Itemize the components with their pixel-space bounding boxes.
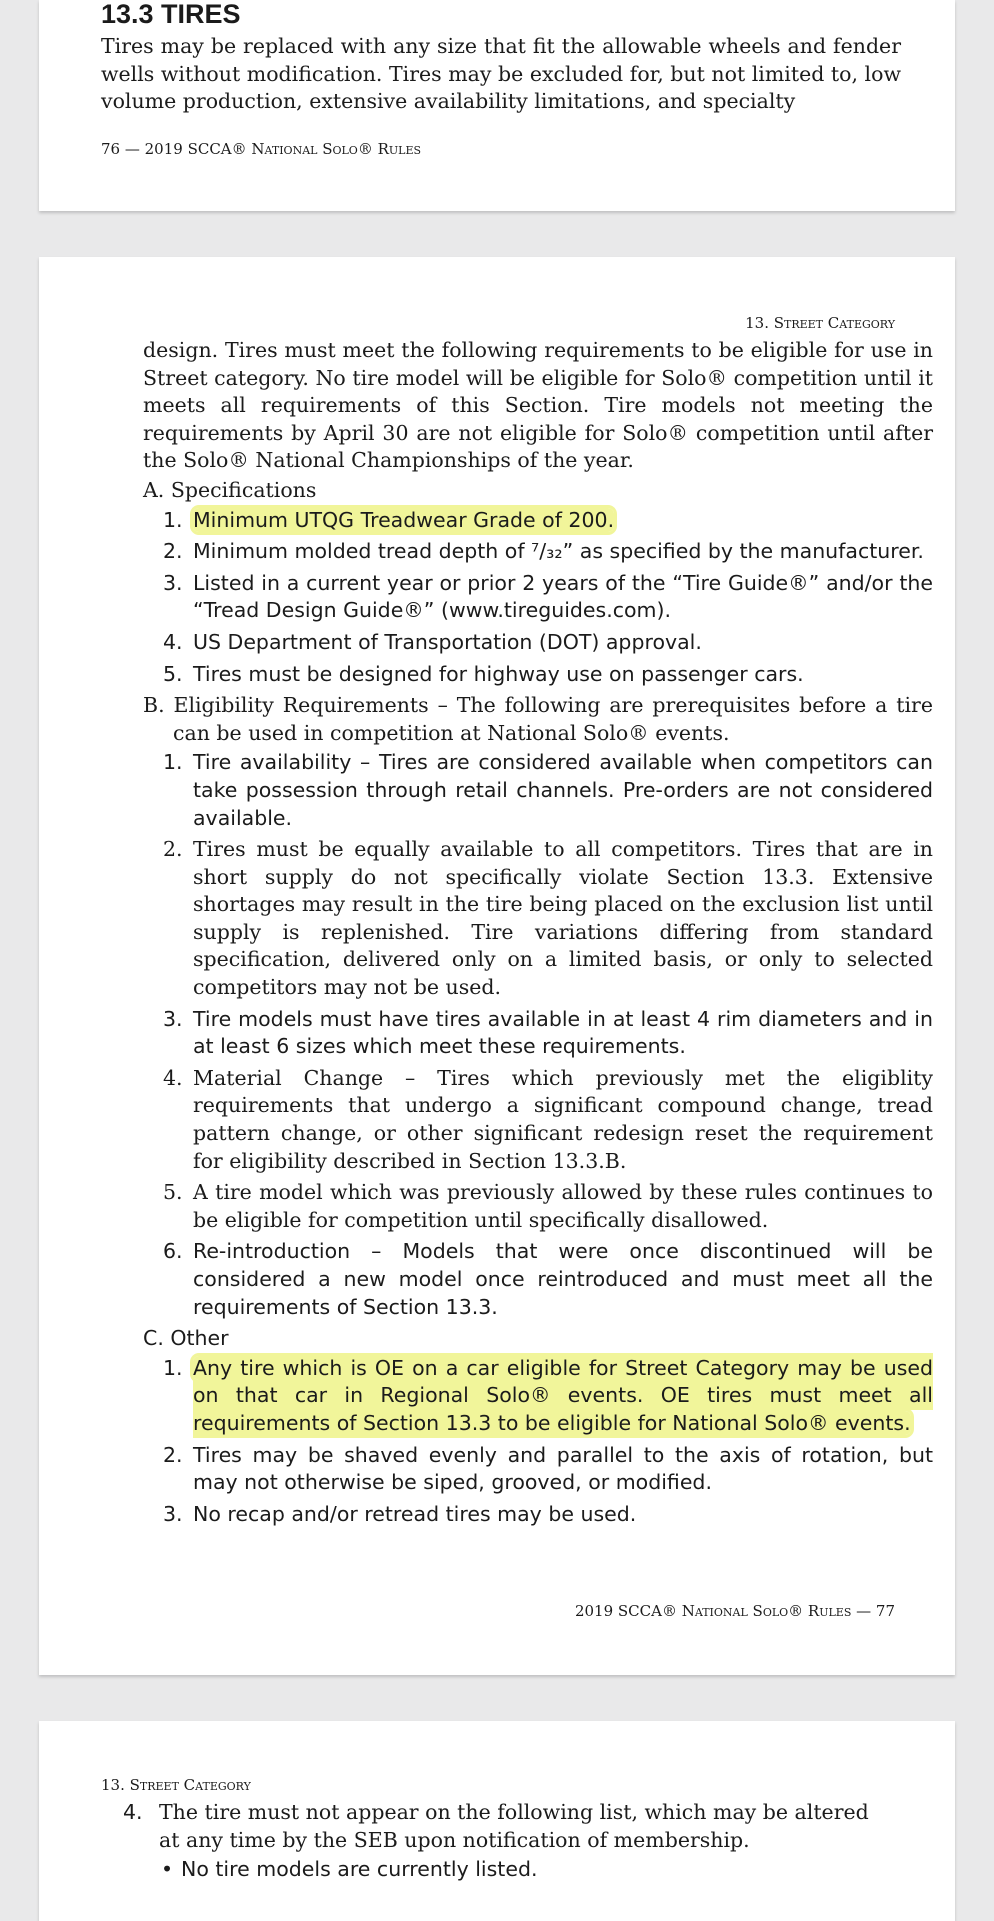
item-number: 5. <box>163 661 183 686</box>
item-number: 2. <box>163 1442 183 1467</box>
item-text: The tire must not appear on the following list, which may be altered at any time by the SEB upon notification of membership. <box>159 1800 869 1852</box>
item-text: Tire models must have tires available in at least 4 rim diameters and in at least 6 sizes which meet these requirements. <box>193 1006 933 1059</box>
section-a-list <box>143 507 933 689</box>
item-number: 6. <box>163 1239 183 1264</box>
list-item <box>143 1501 933 1529</box>
list-item <box>123 1799 893 1854</box>
list-item <box>143 836 933 1002</box>
list-item <box>143 661 933 689</box>
bullet-icon: • <box>161 1857 174 1882</box>
item-text: A tire model which was previously allowed by these rules continues to be eligible for competition until specifically disallowed. <box>193 1180 933 1232</box>
list-item <box>143 1179 933 1234</box>
item-text: No recap and/or retread tires may be used. <box>193 1501 637 1526</box>
section-a-label: A. Specifications <box>143 477 317 502</box>
list-item <box>143 749 933 832</box>
list-item <box>143 507 933 535</box>
list-item <box>143 1442 933 1497</box>
section-heading: 13.3 TIRES <box>101 0 241 29</box>
list-item <box>143 570 933 625</box>
bullet-item <box>123 1856 893 1884</box>
item-number: 5. <box>163 1180 183 1205</box>
page-body <box>123 1799 893 1884</box>
page-78 <box>39 1721 955 1921</box>
item-text: Tires may be shaved evenly and parallel to the axis of rotation, but may not otherwise be siped, grooved, or modified. <box>193 1442 933 1495</box>
page-77 <box>39 257 955 1675</box>
item-number: 2. <box>163 837 183 862</box>
item-text: US Department of Transportation (DOT) approval. <box>193 629 702 654</box>
section-c-list <box>143 1355 933 1529</box>
item-text: Tires must be equally available to all competitors. Tires that are in short supply do not specifically violate Section 13.3. Extensive shortages may result in the tire being placed on the exclusion list until supply is replenished. Tire variations differing from standard specification, delivered only on a limited basis, or only to selected competitors may not be used. <box>193 837 933 1000</box>
list-item <box>143 538 933 566</box>
list-item <box>143 629 933 657</box>
item-number: 3. <box>163 570 183 595</box>
page-76 <box>39 0 955 211</box>
item-text: Material Change – Tires which previously met the eligiblity requirements that undergo a significant compound change, tread pattern change, or other significant redesign reset the requirement for eligibility described in Section 13.3.B. <box>193 1065 933 1173</box>
item-number: 1. <box>163 507 183 532</box>
highlighted-text: Minimum UTQG Treadwear Grade of 200. <box>193 507 615 532</box>
page-footer: 76 — 2019 SCCA® National Solo® Rules <box>101 140 422 158</box>
section-b-list <box>143 749 933 1321</box>
item-number: 1. <box>163 1355 183 1380</box>
item-number: 2. <box>163 539 183 564</box>
item-number: 4. <box>163 629 183 654</box>
list-item <box>143 1065 933 1175</box>
page-body <box>143 337 933 1532</box>
running-head: 13. Street Category <box>101 1776 251 1794</box>
item-number: 4. <box>123 1800 143 1824</box>
highlighted-text: Any tire which is OE on a car eligible for Street Category may be used on that car in Regional Solo® events. OE tires must meet all requirements of Section 13.3 to be eligible for National Solo® events. <box>193 1355 933 1435</box>
page-footer: 2019 SCCA® National Solo® Rules — 77 <box>574 1602 895 1620</box>
intro-paragraph: design. Tires must meet the following requirements to be eligible for use in Street category. No tire model will be eligible for Solo® competition until it meets all requirements of this Section. Tire models not meeting the requirements by April 30 are not eligible for Solo® competition until after the Solo® National Championships of the year. <box>143 338 933 473</box>
item-number: 3. <box>163 1501 183 1526</box>
section-c-label: C. Other <box>143 1326 229 1351</box>
item-text: Tire availability – Tires are considered available when competitors can take possession through retail channels. Pre-orders are not considered available. <box>193 750 933 830</box>
item-number: 3. <box>163 1006 183 1031</box>
item-number: 1. <box>163 750 183 775</box>
list-item <box>143 1006 933 1061</box>
running-head: 13. Street Category <box>745 314 895 332</box>
section-b-label: B. Eligibility Requirements – The following are prerequisites before a tire can be used in competition at National Solo® events. <box>143 693 933 745</box>
item-text: Tires must be designed for highway use on passenger cars. <box>193 661 804 686</box>
item-text: Minimum molded tread depth of ⁷/₃₂” as specified by the manufacturer. <box>193 539 924 564</box>
list-item <box>143 1355 933 1438</box>
section-intro-text: Tires may be replaced with any size that fit the allowable wheels and fender wells without modification. Tires may be excluded for, but not limited to, low volume production, extensive availability limitations, and specialty <box>101 34 901 113</box>
item-number: 4. <box>163 1065 183 1090</box>
item-text: Re-introduction – Models that were once discontinued will be considered a new model once reintroduced and must meet all the requirements of Section 13.3. <box>193 1239 933 1319</box>
bullet-text: No tire models are currently listed. <box>181 1857 538 1882</box>
item-text: Listed in a current year or prior 2 years of the “Tire Guide®” and/or the “Tread Design Guide®” (www.tireguides.com). <box>193 570 933 623</box>
list-item <box>143 1238 933 1321</box>
